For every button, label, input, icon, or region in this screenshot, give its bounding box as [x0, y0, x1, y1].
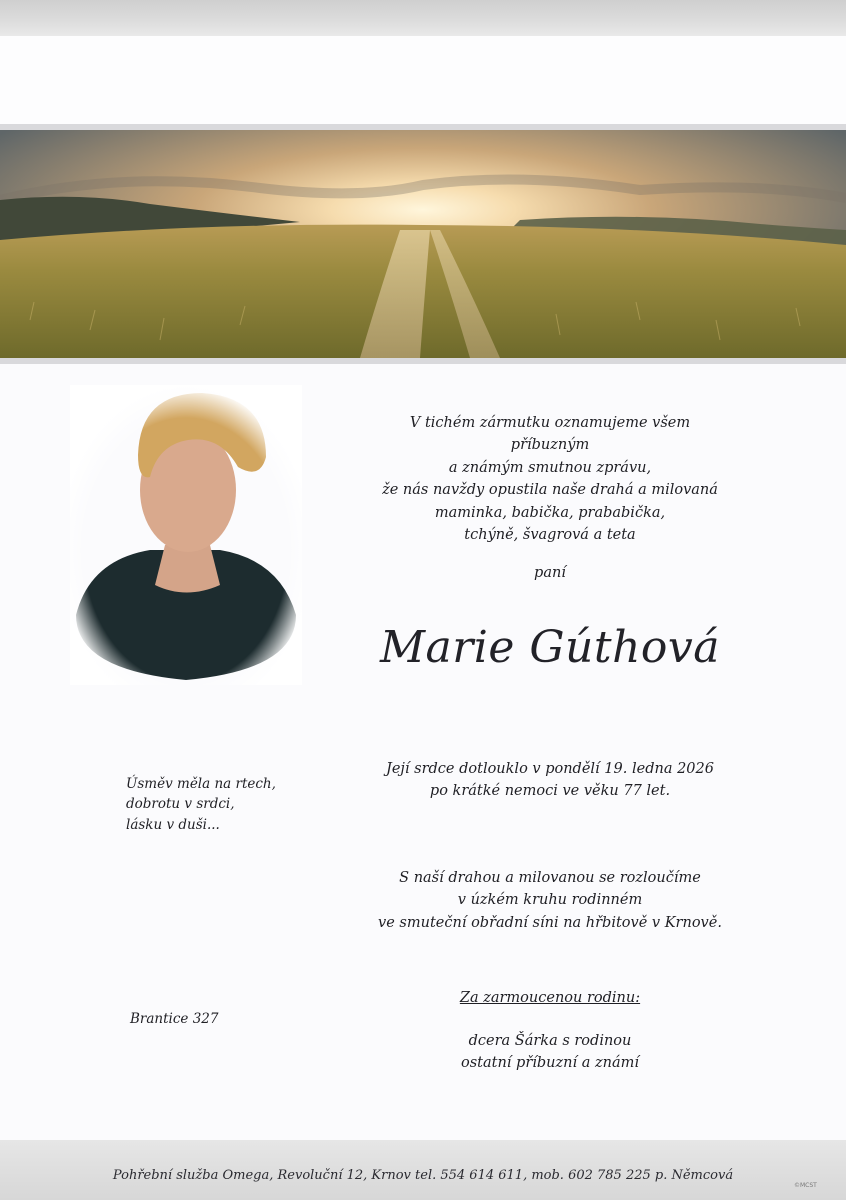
motto-line: dobrotu v srdci, [126, 796, 235, 813]
top-white-area [0, 36, 846, 126]
deceased-name: Marie Gúthová [379, 622, 720, 673]
announcement-line: V tichém zármutku oznamujeme všem příbuzným [409, 415, 691, 454]
death-line: Její srdce dotlouklo v pondělí 19. ledna 2026 [386, 761, 714, 777]
announcement-text [380, 412, 720, 547]
top-gray-band [0, 0, 846, 36]
farewell-line: v úzkém kruhu rodinném [457, 892, 643, 909]
motto-text [126, 774, 326, 835]
banner-landscape-image [0, 130, 846, 358]
portrait-photo [70, 385, 302, 685]
title-word: paní [534, 565, 566, 581]
family-list [400, 1030, 700, 1075]
announcement-line: že nás navždy opustila naše drahá a milovaná [382, 482, 718, 499]
credit-mark: ©MCST [794, 1182, 817, 1189]
announcement-line: maminka, babička, prababička, [434, 504, 666, 521]
farewell-info [370, 867, 730, 934]
funeral-service-footer: Pohřební služba Omega, Revoluční 12, Krnov tel. 554 614 611, mob. 602 785 225 p. Němcová [112, 1168, 734, 1183]
announcement-line: a známým smutnou zprávu, [448, 459, 652, 476]
address: Brantice 327 [130, 1011, 219, 1027]
farewell-line: S naší drahou a milovanou se rozloučíme [399, 870, 701, 886]
death-line: po krátké nemoci ve věku 77 let. [429, 783, 671, 800]
family-line: ostatní příbuzní a známí [460, 1055, 639, 1072]
announcement-line: tchýně, švagrová a teta [464, 527, 636, 544]
family-line: dcera Šárka s rodinou [468, 1033, 632, 1049]
death-info [370, 758, 730, 803]
motto-line: Úsměv měla na rtech, [126, 776, 276, 792]
family-heading: Za zarmoucenou rodinu: [459, 990, 641, 1006]
farewell-line: ve smuteční obřadní síni na hřbitově v Krnově. [378, 914, 722, 931]
motto-line: lásku v duši... [126, 816, 220, 833]
